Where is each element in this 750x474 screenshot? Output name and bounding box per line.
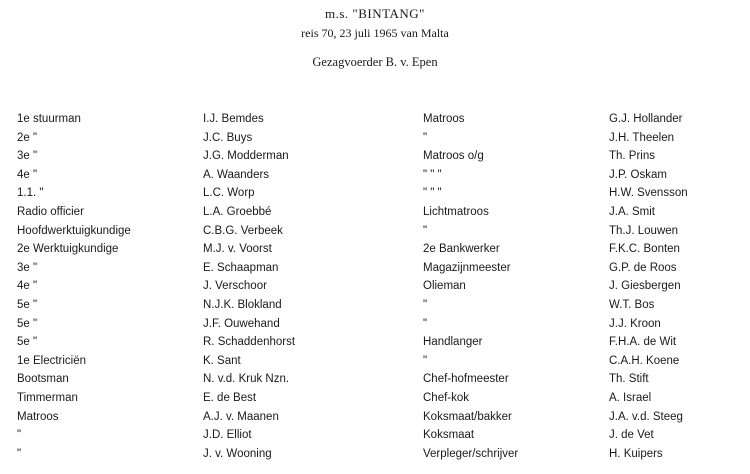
crew-row: [0, 110, 750, 129]
rank-left: ": [17, 447, 22, 460]
rank-right: ": [423, 224, 428, 237]
crew-row: [0, 147, 750, 166]
name-right: J. Giesbergen: [609, 280, 681, 293]
rank-right: Chef-hofmeester: [423, 373, 509, 386]
rank-right: Matroos: [423, 113, 465, 125]
rank-right: Matroos o/g: [423, 150, 484, 163]
crew-row: [0, 408, 750, 427]
name-left: L.C. Worp: [203, 187, 255, 200]
rank-left: 2e ": [17, 131, 38, 144]
crew-row: [0, 240, 750, 259]
crew-row: [0, 222, 750, 241]
name-left: J. Verschoor: [203, 280, 267, 293]
name-right: G.P. de Roos: [609, 261, 677, 274]
name-left: L.A. Groebbé: [203, 205, 272, 218]
crew-row: [0, 166, 750, 185]
ship-name: m.s. "BINTANG": [325, 6, 425, 21]
name-left: C.B.G. Verbeek: [203, 224, 283, 237]
voyage-line: reis 70, 23 juli 1965 van Malta: [301, 26, 449, 40]
name-left: M.J. v. Voorst: [203, 243, 272, 256]
rank-left: Matroos: [17, 410, 59, 423]
name-left: A. Waanders: [203, 168, 270, 181]
rank-left: 5e ": [17, 317, 38, 330]
name-left: R. Schaddenhorst: [203, 336, 296, 349]
crew-row: [0, 296, 750, 315]
rank-right: ": [423, 298, 428, 311]
name-right: Th.J. Louwen: [609, 224, 679, 237]
rank-right: 2e Bankwerker: [423, 243, 500, 256]
name-left: J.C. Buys: [203, 131, 253, 144]
rank-right: Chef-kok: [423, 391, 470, 404]
name-left: J. v. Wooning: [203, 447, 272, 460]
name-right: F.H.A. de Wit: [609, 336, 677, 349]
name-right: W.T. Bos: [609, 298, 655, 311]
name-right: J. de Vet: [609, 429, 654, 442]
rank-left: 1e stuurman: [17, 113, 81, 125]
rank-right: Koksmaat: [423, 429, 475, 442]
rank-left: 5e ": [17, 336, 38, 349]
rank-left: 1.1. ": [17, 187, 44, 200]
name-right: J.J. Kroon: [609, 317, 661, 330]
rank-right: Verpleger/schrijver: [423, 447, 519, 460]
crew-row: [0, 333, 750, 352]
name-right: G.J. Hollander: [609, 113, 683, 125]
rank-right: Lichtmatroos: [423, 205, 489, 218]
name-right: F.K.C. Bonten: [609, 243, 680, 256]
name-left: J.G. Modderman: [203, 150, 289, 163]
crew-row: [0, 259, 750, 278]
rank-left: Hoofdwerktuigkundige: [17, 224, 131, 237]
rank-left: 3e ": [17, 150, 38, 163]
rank-right: ": [423, 317, 428, 330]
rank-left: 4e ": [17, 168, 38, 181]
rank-right: Olieman: [423, 280, 466, 293]
name-right: A. Israel: [609, 391, 652, 404]
rank-left: Radio officier: [17, 205, 84, 218]
name-left: E. Schaapman: [203, 261, 279, 274]
name-left: I.J. Bemdes: [203, 113, 264, 125]
rank-left: 4e ": [17, 280, 38, 293]
crew-row: [0, 352, 750, 371]
name-left: N.J.K. Blokland: [203, 298, 282, 311]
crew-row: [0, 315, 750, 334]
crew-row: [0, 203, 750, 222]
name-left: A.J. v. Maanen: [203, 410, 279, 423]
name-right: J.A. v.d. Steeg: [609, 410, 683, 423]
name-right: J.H. Theelen: [609, 131, 674, 144]
rank-left: Timmerman: [17, 391, 78, 404]
rank-right: ": [423, 354, 428, 367]
rank-right: " " ": [423, 168, 442, 181]
rank-right: Handlanger: [423, 336, 483, 349]
rank-left: ": [17, 429, 22, 442]
crew-row: [0, 445, 750, 464]
crew-row: [0, 426, 750, 445]
rank-left: Bootsman: [17, 373, 69, 386]
name-right: H. Kuipers: [609, 447, 663, 460]
name-right: Th. Prins: [609, 150, 656, 163]
crew-roster: [0, 110, 750, 463]
name-left: J.F. Ouwehand: [203, 317, 280, 330]
name-right: J.P. Oskam: [609, 168, 667, 181]
captain-line: Gezagvoerder B. v. Epen: [312, 55, 438, 69]
rank-right: Magazijnmeester: [423, 261, 511, 274]
rank-right: Koksmaat/bakker: [423, 410, 512, 423]
rank-right: " " ": [423, 187, 442, 200]
crew-row: [0, 129, 750, 148]
name-left: J.D. Elliot: [203, 429, 252, 442]
rank-left: 2e Werktuigkundige: [17, 243, 119, 256]
rank-left: 5e ": [17, 298, 38, 311]
name-right: H.W. Svensson: [609, 187, 688, 200]
crew-row: [0, 184, 750, 203]
name-left: N. v.d. Kruk Nzn.: [203, 373, 290, 386]
name-left: K. Sant: [203, 354, 241, 367]
crew-row: [0, 277, 750, 296]
crew-row: [0, 370, 750, 389]
name-right: J.A. Smit: [609, 205, 656, 218]
rank-left: 1e Electriciën: [17, 354, 87, 367]
crew-row: [0, 389, 750, 408]
rank-left: 3e ": [17, 261, 38, 274]
name-right: Th. Stift: [609, 373, 649, 386]
rank-right: ": [423, 131, 428, 144]
name-right: C.A.H. Koene: [609, 354, 680, 367]
name-left: E. de Best: [203, 391, 257, 404]
